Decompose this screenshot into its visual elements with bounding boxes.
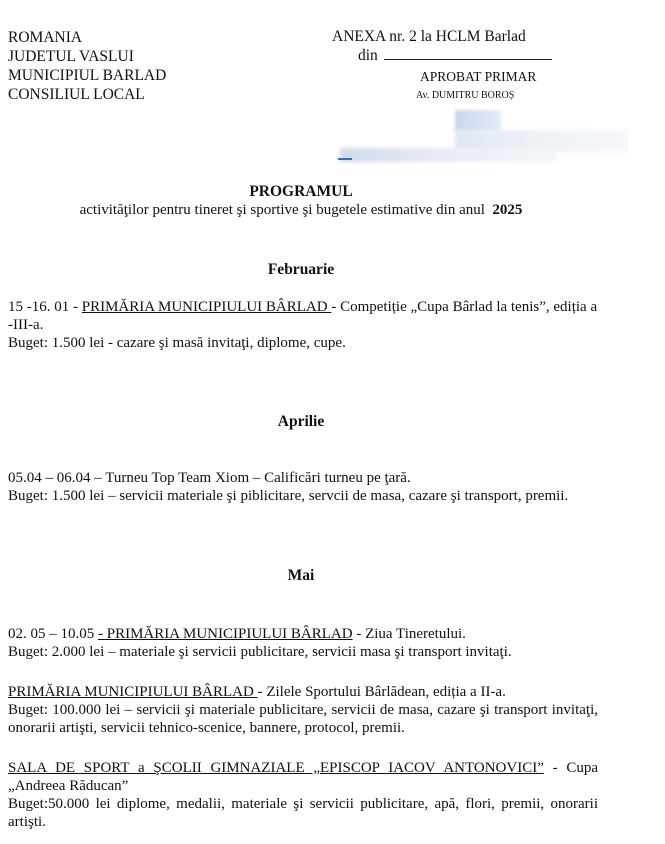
month-heading-may: Mai <box>287 567 315 584</box>
entry-description <box>8 683 598 701</box>
entry-date: 02. 05 – 10.05 <box>8 626 98 642</box>
entry-budget: Buget: 2.000 lei – materiale şi servicii publicitare, servicii masa şi transport invitaţi. <box>8 644 512 660</box>
annex-label: ANEXA nr. 2 la HCLM Barlad <box>332 28 526 45</box>
issuer-line-municipality: MUNICIPIUL BARLAD <box>8 67 167 84</box>
entry-description <box>8 625 598 643</box>
entry-organizer: SALA DE SPORT a ŞCOLII GIMNAZIALE „EPISCOP IACOV ANTONOVICI” <box>8 760 544 776</box>
entry-organizer: PRIMĂRIA MUNICIPIULUI BÂRLAD <box>8 684 258 700</box>
entry-top-team-xiom <box>8 469 598 505</box>
entry-tennis-cup <box>8 298 598 352</box>
entry-budget: Buget: 1.500 lei – servicii materiale şi piblicitare, servcii de masa, cazare şi transport, premii. <box>8 488 569 504</box>
entry-raducan-cup <box>8 759 598 831</box>
month-heading-february: Februarie <box>267 261 335 278</box>
document-subtitle <box>0 202 602 219</box>
entry-organizer: PRIMĂRIA MUNICIPIULUI BÂRLAD <box>81 299 332 315</box>
entry-youth-day <box>8 625 598 661</box>
signature-stroke <box>338 158 352 160</box>
entry-organizer: - PRIMĂRIA MUNICIPIULUI BÂRLAD <box>98 626 353 642</box>
din-label: din <box>358 47 378 64</box>
issuer-line-county: JUDETUL VASLUI <box>8 48 134 65</box>
subtitle-text: activităţilor pentru tineret şi sportive şi bugetele estimative din anul <box>79 202 485 218</box>
entry-budget: Buget: 1.500 lei - cazare şi masă invitaţi, diplome, cupe. <box>8 335 346 351</box>
redacted-signature <box>455 110 501 132</box>
document-title: PROGRAMUL <box>249 183 353 200</box>
entry-description: 05.04 – 06.04 – Turneu Top Team Xiom – Calificări turneu pe ţară. <box>8 470 411 486</box>
issuer-block <box>8 28 166 104</box>
entry-description <box>8 298 598 334</box>
month-heading-april: Aprilie <box>277 413 325 430</box>
annex-date-row <box>358 47 552 65</box>
issuer-line-country: ROMANIA <box>8 29 83 46</box>
entry-budget: Buget:50.000 lei diplome, medalii, materiale şi servicii publicitare, apă, flori, premii, onorarii artişti. <box>8 796 598 830</box>
entry-title: - Zilele Sportului Bârlădean, ediția a II-a. <box>257 684 506 700</box>
entry-title: - Cupa „Andreea Răducan” <box>8 760 598 794</box>
subtitle-year: 2025 <box>492 202 523 218</box>
issuer-line-council: CONSILIUL LOCAL <box>8 86 145 103</box>
entry-title: - Competiție „Cupa Bârlad la tenis”, ediția a -III-a. <box>8 299 598 333</box>
approval-label: APROBAT PRIMAR <box>420 69 537 84</box>
entry-budget: Buget: 100.000 lei – servicii şi materiale publicitare, servicii de masa, cazare şi transport invitaţi, onorarii artişti, servicii tehnico-scenice, bannere, protocol, premii. <box>8 702 598 736</box>
date-blank-line <box>384 47 552 60</box>
entry-title: - Ziua Tineretului. <box>352 626 466 642</box>
entry-sports-days <box>8 683 598 737</box>
mayor-name: Av. DUMITRU BOROȘ <box>416 90 515 101</box>
entry-date: 15 -16. 01 - <box>8 299 82 315</box>
redacted-signature-line <box>340 148 556 162</box>
entry-description <box>8 759 598 795</box>
